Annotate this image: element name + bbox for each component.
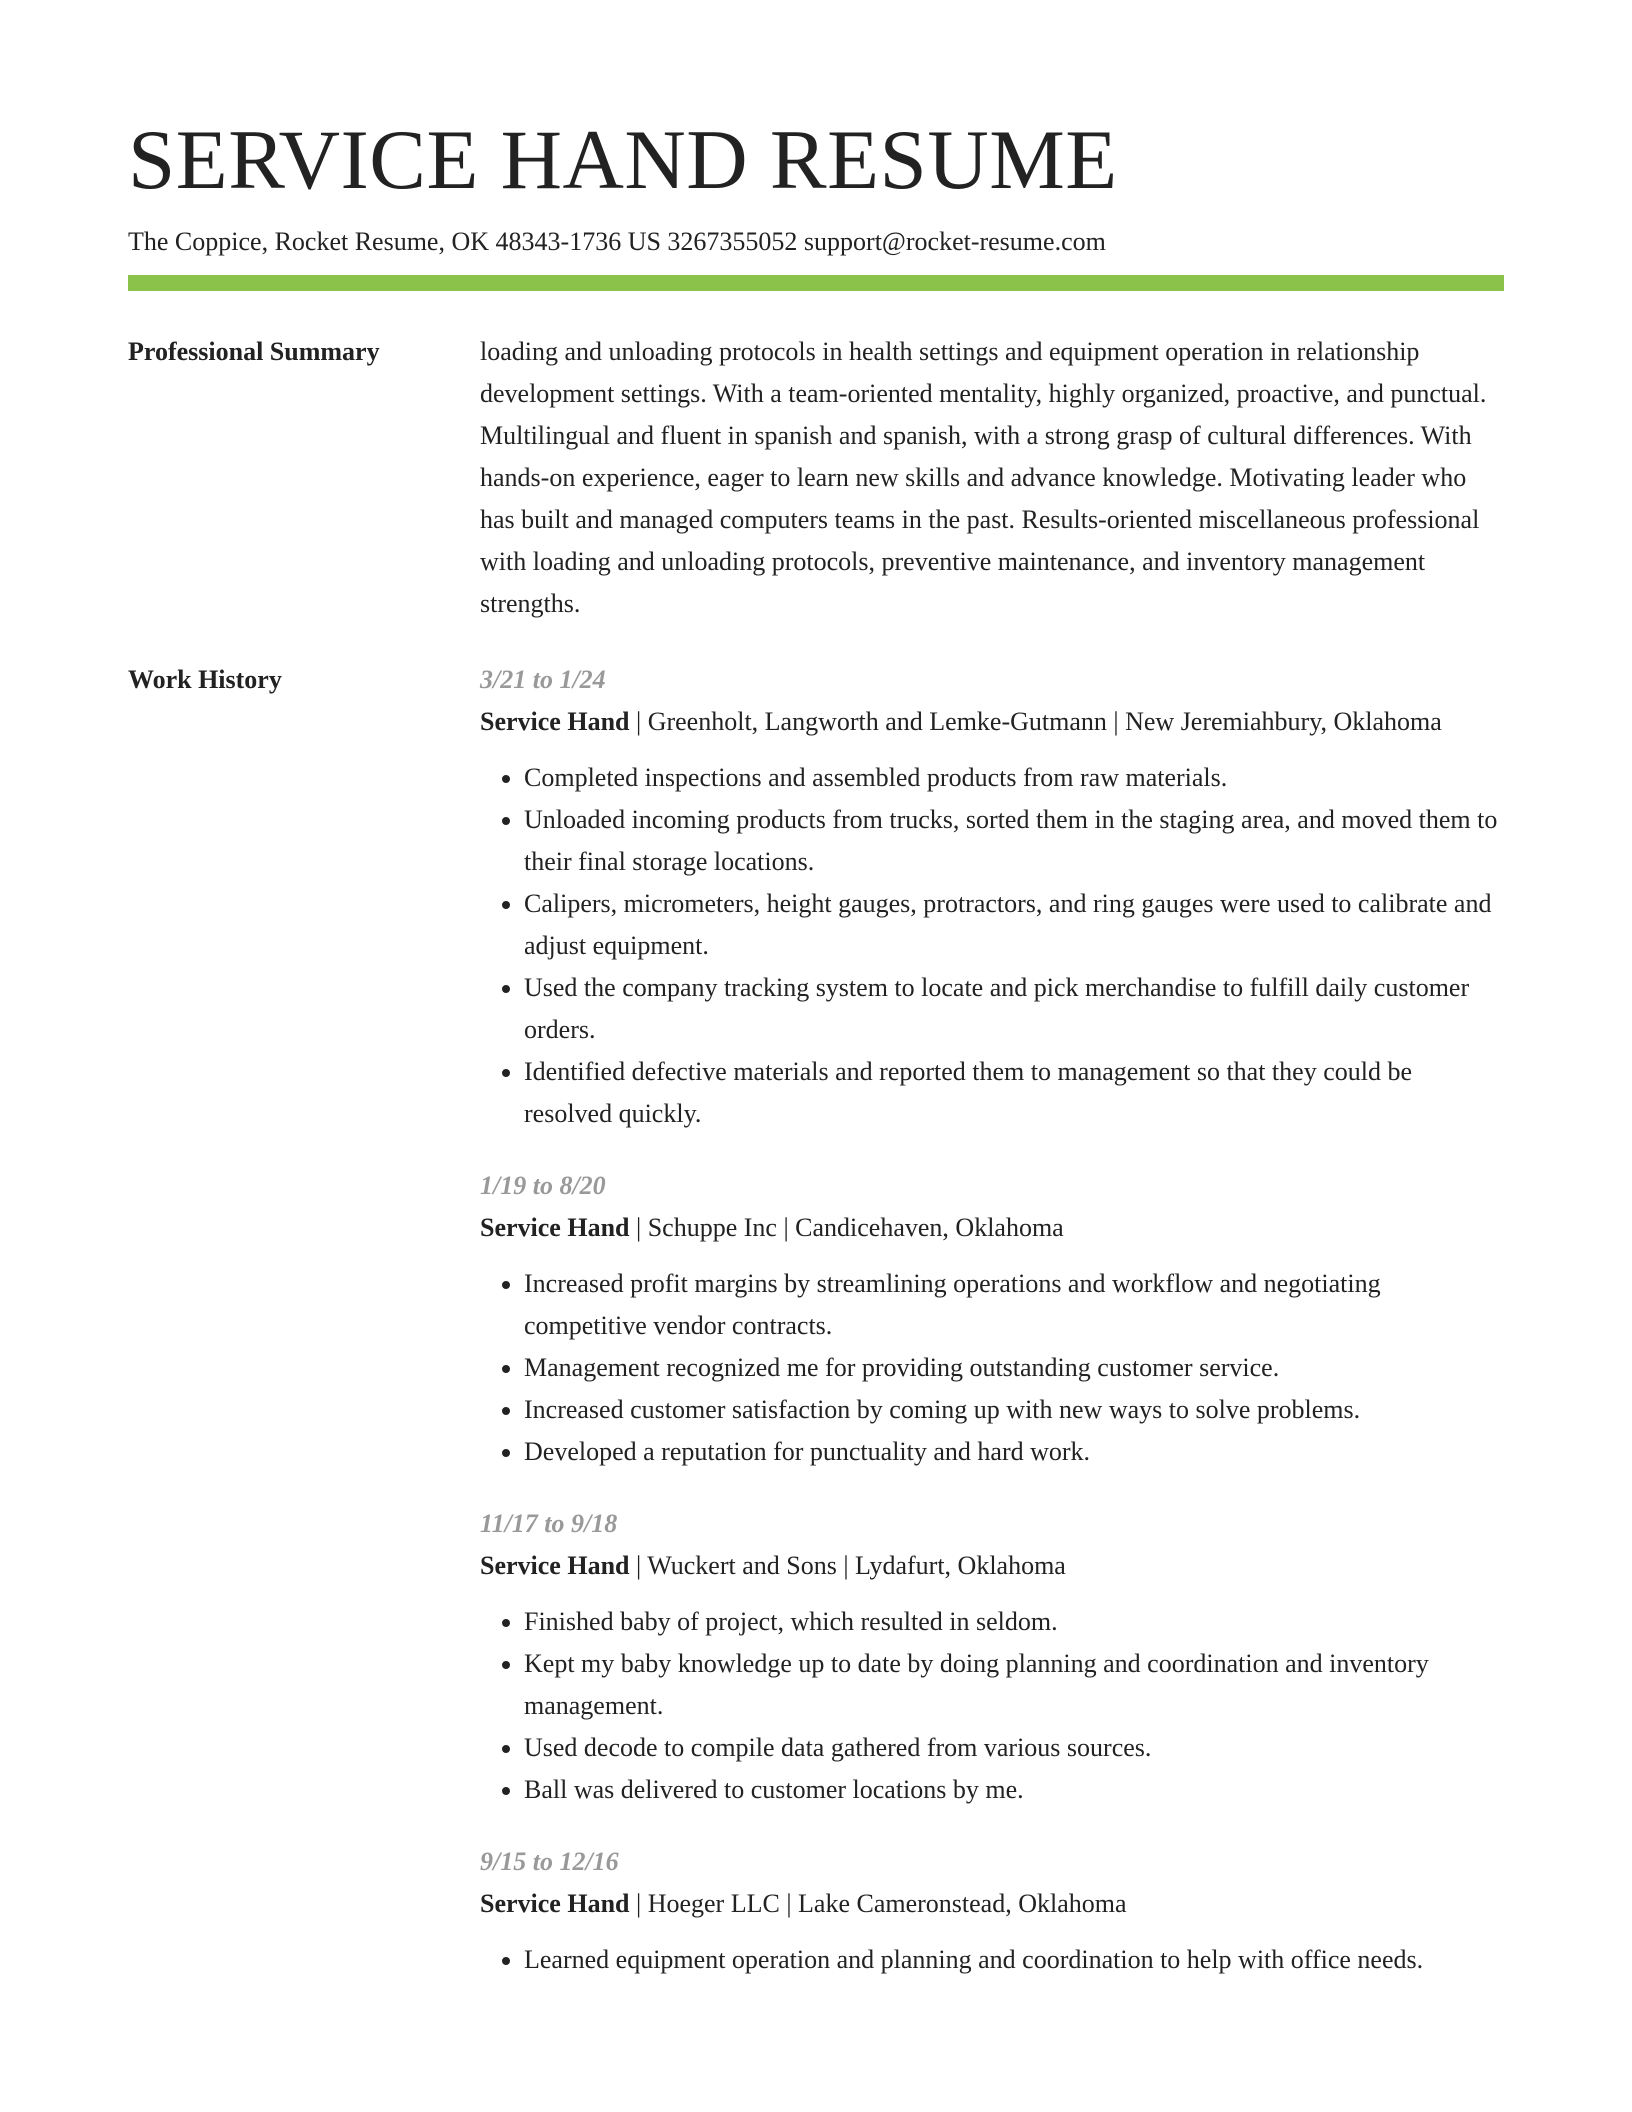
work-history-title: Work History (128, 664, 282, 694)
job-bullet: • Developed a reputation for punctuality and hard work. (524, 1431, 1504, 1473)
job-bullet: • Identified defective materials and reported them to management so that they could be resolved quickly. (524, 1051, 1504, 1135)
job-bullet-list (480, 757, 1504, 1135)
resume-page (128, 113, 1504, 2011)
job-heading (480, 1883, 1504, 1925)
job-entry (480, 1503, 1504, 1811)
work-history-section (128, 659, 1504, 2011)
job-dates: 1/19 to 8/20 (480, 1170, 606, 1200)
job-employer-location: | Hoeger LLC | Lake Cameronstead, Oklahoma (629, 1888, 1127, 1918)
job-entry (480, 1165, 1504, 1473)
job-entry (480, 659, 1504, 1135)
job-bullet: • Management recognized me for providing outstanding customer service. (524, 1347, 1504, 1389)
job-employer-location: | Schuppe Inc | Candicehaven, Oklahoma (629, 1212, 1064, 1242)
job-employer-location: | Wuckert and Sons | Lydafurt, Oklahoma (629, 1550, 1066, 1580)
job-bullet-list (480, 1601, 1504, 1811)
summary-body (480, 331, 1504, 625)
job-dates: 11/17 to 9/18 (480, 1508, 618, 1538)
header-divider (128, 275, 1504, 291)
job-heading (480, 1545, 1504, 1587)
summary-section (128, 331, 1504, 625)
job-bullet: • Finished baby of project, which resulted in seldom. (524, 1601, 1504, 1643)
resume-name: SERVICE HAND RESUME (128, 113, 1118, 207)
job-title: Service Hand (480, 706, 630, 736)
job-bullet-list (480, 1939, 1504, 1981)
job-bullet: • Completed inspections and assembled products from raw materials. (524, 757, 1504, 799)
job-bullet: • Ball was delivered to customer locations by me. (524, 1769, 1504, 1811)
job-title: Service Hand (480, 1550, 630, 1580)
job-entry (480, 1841, 1504, 1981)
summary-title: Professional Summary (128, 336, 380, 366)
job-heading (480, 701, 1504, 743)
job-bullet: • Increased profit margins by streamlining operations and workflow and negotiating competitive vendor contracts. (524, 1263, 1504, 1347)
job-dates: 9/15 to 12/16 (480, 1846, 619, 1876)
job-bullet: • Unloaded incoming products from trucks, sorted them in the staging area, and moved them to their final storage locations. (524, 799, 1504, 883)
job-bullet: • Used the company tracking system to locate and pick merchandise to fulfill daily customer orders. (524, 967, 1504, 1051)
work-history-body (480, 659, 1504, 2011)
job-bullet: • Learned equipment operation and planning and coordination to help with office needs. (524, 1939, 1504, 1981)
job-bullet: • Used decode to compile data gathered from various sources. (524, 1727, 1504, 1769)
summary-text: loading and unloading protocols in health settings and equipment operation in relationship development settings. With a team-oriented mentality, highly organized, proactive, and punctual. Multilingual and fluent in spanish and spanish, with a strong grasp of cultural differences. With hands-on experience, eager to learn new skills and advance knowledge. Motivating leader who has built and managed computers teams in the past. Results-oriented miscellaneous professional with loading and unloading protocols, preventive maintenance, and inventory management strengths. (480, 336, 1487, 618)
job-heading (480, 1207, 1504, 1249)
job-dates: 3/21 to 1/24 (480, 664, 606, 694)
job-title: Service Hand (480, 1212, 630, 1242)
job-bullet: • Calipers, micrometers, height gauges, protractors, and ring gauges were used to calibrate and adjust equipment. (524, 883, 1504, 967)
job-bullet-list (480, 1263, 1504, 1473)
job-bullet: • Increased customer satisfaction by coming up with new ways to solve problems. (524, 1389, 1504, 1431)
job-title: Service Hand (480, 1888, 630, 1918)
job-bullet: • Kept my baby knowledge up to date by doing planning and coordination and inventory management. (524, 1643, 1504, 1727)
job-employer-location: | Greenholt, Langworth and Lemke-Gutmann | New Jeremiahbury, Oklahoma (629, 706, 1442, 736)
contact-info: The Coppice, Rocket Resume, OK 48343-1736 US 3267355052 support@rocket-resume.com (128, 227, 1106, 256)
